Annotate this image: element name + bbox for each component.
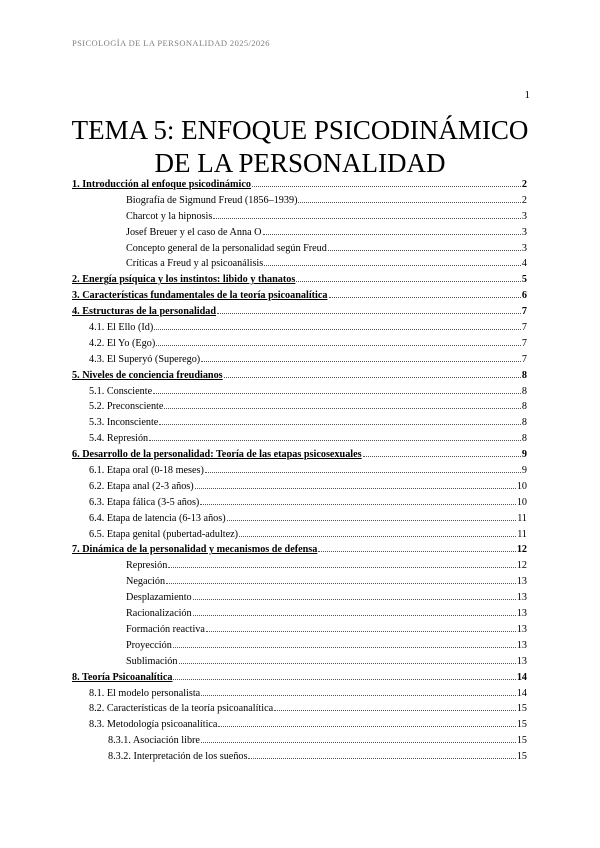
toc-dot-leader (173, 678, 515, 680)
toc-entry-page: 3 (521, 226, 527, 238)
toc-entry-title: Biografía de Sigmund Freud (1856–1939) (126, 194, 298, 206)
toc-entry-page: 13 (516, 623, 527, 635)
toc-entry-title: Represión (126, 560, 168, 572)
toc-entry-page: 12 (516, 544, 527, 556)
toc-entry-title: 6.5. Etapa genital (pubertad-adultez) (89, 528, 239, 540)
toc-dot-leader (218, 725, 515, 727)
toc-entry[interactable] (72, 497, 527, 513)
toc-dot-leader (200, 503, 515, 505)
toc-dot-leader (154, 328, 521, 330)
toc-entry-title: 7. Dinámica de la personalidad y mecanismos de defensa (72, 544, 318, 556)
toc-entry-page: 12 (516, 560, 527, 572)
toc-entry-title: 5.4. Represión (89, 433, 149, 445)
toc-entry-title: Charcot y la hipnosis (126, 210, 213, 222)
toc-dot-leader (166, 582, 516, 584)
toc-entry-title: Josef Breuer y el caso de Anna O (126, 226, 262, 238)
toc-entry-title: 5.3. Inconsciente (89, 417, 159, 429)
toc-dot-leader (248, 757, 515, 759)
toc-dot-leader (318, 550, 515, 552)
toc-entry[interactable] (72, 386, 527, 402)
toc-dot-leader (168, 566, 516, 568)
toc-entry-title: 6.2. Etapa anal (2-3 años) (89, 480, 194, 492)
toc-entry-title: Desplazamiento (126, 592, 192, 604)
toc-entry-title: 6.1. Etapa oral (0-18 meses) (89, 465, 204, 477)
toc-entry-page: 4 (521, 258, 527, 270)
toc-entry-page: 13 (516, 608, 527, 620)
toc-dot-leader (217, 312, 521, 314)
toc-entry-page: 11 (517, 512, 527, 524)
toc-dot-leader (252, 185, 521, 187)
toc-dot-leader (239, 535, 516, 537)
toc-entry-title: 1. Introducción al enfoque psicodinámico (72, 179, 251, 190)
document-title (0, 114, 600, 180)
toc-entry-page: 7 (521, 322, 527, 334)
toc-entry[interactable] (72, 560, 527, 576)
toc-entry[interactable] (72, 688, 527, 704)
toc-dot-leader (153, 392, 521, 394)
toc-entry-page: 14 (516, 671, 527, 683)
toc-entry-title: 8.3.2. Interpretación de los sueños (108, 751, 248, 763)
toc-entry-page: 10 (516, 480, 527, 492)
toc-entry-page: 13 (516, 592, 527, 604)
toc-dot-leader (156, 344, 521, 346)
toc-entry-page: 7 (521, 353, 527, 365)
toc-entry[interactable] (72, 751, 527, 767)
toc-dot-leader (264, 264, 521, 266)
toc-entry-title: 3. Características fundamentales de la teoría psicoanalítica (72, 290, 328, 302)
toc-entry[interactable] (72, 672, 527, 688)
title-line-2: DE LA PERSONALIDAD (154, 148, 446, 178)
toc-dot-leader (206, 630, 516, 632)
toc-entry-title: Sublimación (126, 655, 178, 667)
toc-entry-page: 15 (516, 751, 527, 763)
toc-dot-leader (329, 296, 521, 298)
toc-entry[interactable] (72, 735, 527, 751)
toc-entry-page: 6 (521, 290, 527, 302)
toc-entry-page: 8 (521, 433, 527, 445)
toc-entry[interactable] (72, 624, 527, 640)
toc-entry-title: 5.1. Consciente (89, 385, 153, 397)
toc-entry-page: 7 (521, 306, 527, 318)
running-header: PSICOLOGÍA DE LA PERSONALIDAD 2025/2026 (72, 38, 270, 48)
toc-entry-page: 15 (516, 703, 527, 715)
toc-entry-title: Concepto general de la personalidad según Freud (126, 242, 327, 254)
toc-dot-leader (328, 249, 521, 251)
toc-entry-title: 8.2. Características de la teoría psicoanalítica (89, 703, 274, 715)
toc-entry-title: 4. Estructuras de la personalidad (72, 306, 217, 318)
toc-dot-leader (164, 407, 521, 409)
toc-entry[interactable] (72, 338, 527, 354)
title-line-1: TEMA 5: ENFOQUE PSICODINÁMICO (71, 115, 529, 145)
toc-dot-leader (213, 217, 521, 219)
toc-entry-title: Racionalización (126, 608, 192, 620)
toc-entry-title: 5. Niveles de conciencia freudianos (72, 369, 223, 381)
toc-dot-leader (227, 519, 517, 521)
toc-dot-leader (195, 487, 516, 489)
toc-entry-page: 3 (521, 210, 527, 222)
toc-dot-leader (274, 709, 516, 711)
toc-entry-page: 15 (516, 735, 527, 747)
toc-entry[interactable] (72, 529, 527, 545)
toc-dot-leader (159, 423, 521, 425)
toc-entry-page: 8 (521, 417, 527, 429)
toc-entry[interactable] (72, 608, 527, 624)
toc-entry[interactable] (72, 401, 527, 417)
table-of-contents (72, 179, 527, 767)
toc-entry-page: 5 (521, 274, 527, 286)
toc-entry-page: 7 (521, 337, 527, 349)
toc-dot-leader (298, 201, 520, 203)
toc-entry-title: 4.1. El Ello (Id) (89, 322, 154, 334)
toc-entry[interactable] (72, 656, 527, 672)
toc-dot-leader (193, 614, 516, 616)
toc-entry-title: 8.3.1. Asociación libre (108, 735, 200, 747)
toc-entry[interactable] (72, 227, 527, 243)
toc-dot-leader (363, 455, 521, 457)
toc-entry-title: 6.3. Etapa fálica (3-5 años) (89, 496, 200, 508)
toc-entry[interactable] (72, 481, 527, 497)
toc-entry-page: 2 (521, 194, 527, 206)
toc-entry-title: Negación (126, 576, 166, 588)
toc-entry-page: 13 (516, 576, 527, 588)
toc-entry-page: 13 (516, 639, 527, 651)
toc-entry-page: 3 (521, 242, 527, 254)
toc-dot-leader (263, 233, 521, 235)
toc-dot-leader (201, 360, 521, 362)
toc-dot-leader (173, 646, 516, 648)
toc-entry[interactable] (72, 370, 527, 386)
toc-entry-title: 6.4. Etapa de latencia (6-13 años) (89, 512, 226, 524)
toc-entry-title: 8.3. Metodología psicoanalítica (89, 719, 218, 731)
toc-dot-leader (193, 598, 516, 600)
toc-entry[interactable] (72, 703, 527, 719)
toc-entry[interactable] (72, 513, 527, 529)
toc-entry-page: 9 (521, 465, 527, 477)
toc-entry-title: 8. Teoría Psicoanalítica (72, 671, 173, 683)
toc-entry[interactable] (72, 544, 527, 560)
toc-dot-leader (296, 280, 521, 282)
toc-dot-leader (224, 376, 521, 378)
toc-entry[interactable] (72, 592, 527, 608)
toc-entry[interactable] (72, 417, 527, 433)
toc-entry[interactable] (72, 274, 527, 290)
toc-dot-leader (201, 741, 516, 743)
toc-entry[interactable] (72, 290, 527, 306)
toc-entry-title: Formación reactiva (126, 623, 205, 635)
toc-entry-page: 15 (516, 719, 527, 731)
toc-entry-page: 8 (521, 369, 527, 381)
toc-entry[interactable] (72, 195, 527, 211)
toc-entry-page: 8 (521, 385, 527, 397)
toc-entry-page: 11 (517, 528, 527, 540)
toc-dot-leader (179, 662, 516, 664)
toc-entry[interactable] (72, 576, 527, 592)
toc-entry-title: 2. Energía psíquica y los instintos: libido y thanatos (72, 274, 296, 286)
toc-entry[interactable] (72, 719, 527, 735)
toc-entry-page: 8 (521, 401, 527, 413)
toc-entry-title: 6. Desarrollo de la personalidad: Teoría de las etapas psicosexuales (72, 449, 362, 461)
toc-entry[interactable] (72, 433, 527, 449)
toc-entry-title: Proyección (126, 639, 172, 651)
page-number: 1 (524, 89, 530, 101)
toc-entry-title: 8.1. El modelo personalista (89, 687, 201, 699)
toc-entry-title: 4.2. El Yo (Ego) (89, 337, 156, 349)
toc-entry[interactable] (72, 243, 527, 259)
toc-entry[interactable] (72, 465, 527, 481)
toc-entry[interactable] (72, 640, 527, 656)
toc-entry-page: 9 (521, 449, 527, 461)
toc-entry[interactable] (72, 354, 527, 370)
toc-entry[interactable] (72, 449, 527, 465)
toc-entry[interactable] (72, 258, 527, 274)
toc-entry-title: 4.3. El Superyó (Superego) (89, 353, 201, 365)
toc-entry-page: 2 (521, 179, 527, 190)
toc-entry-page: 13 (516, 655, 527, 667)
toc-dot-leader (201, 694, 516, 696)
toc-entry-page: 10 (516, 496, 527, 508)
toc-entry[interactable] (72, 306, 527, 322)
toc-entry[interactable] (72, 211, 527, 227)
toc-entry[interactable] (72, 179, 527, 195)
toc-entry-page: 14 (516, 687, 527, 699)
toc-entry-title: Críticas a Freud y al psicoanálisis (126, 258, 264, 270)
toc-entry-title: 5.2. Preconsciente (89, 401, 164, 413)
toc-dot-leader (149, 439, 521, 441)
toc-dot-leader (205, 471, 521, 473)
toc-entry[interactable] (72, 322, 527, 338)
